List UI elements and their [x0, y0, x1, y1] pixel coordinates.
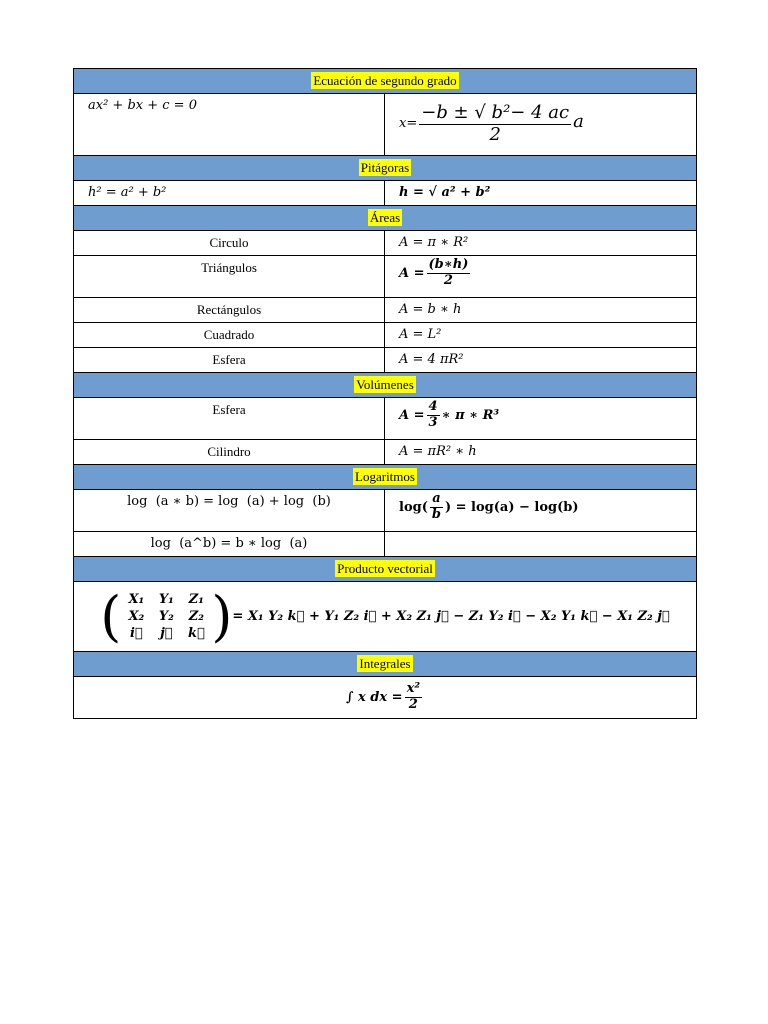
table-row	[74, 398, 697, 440]
section-header-pythagoras	[74, 156, 697, 181]
volume-label: Esfera	[74, 398, 385, 440]
volume-formula: A = $\frac{4}{3}$ ∗ π ∗ R³	[385, 398, 697, 440]
area-label: Esfera	[74, 348, 385, 373]
table-row	[74, 532, 697, 557]
volume-formula: A = πR² ∗ h	[385, 440, 697, 465]
table-row	[74, 440, 697, 465]
formula-table	[73, 68, 697, 719]
section-header-vector	[74, 557, 697, 582]
table-row	[74, 677, 697, 719]
section-title: Producto vectorial	[337, 561, 433, 576]
table-row	[74, 298, 697, 323]
formula-table-container	[73, 68, 696, 719]
integral-formula: ∫ x dx = $\frac{\text{x²}}{2}$	[74, 677, 697, 719]
section-header-integrals	[74, 652, 697, 677]
area-formula: A = π ∗ R²	[385, 231, 697, 256]
section-title: Logaritmos	[355, 469, 415, 484]
section-header-logs	[74, 465, 697, 490]
section-title: Integrales	[359, 656, 411, 671]
volume-label: Cilindro	[74, 440, 385, 465]
right-paren: )	[211, 584, 233, 648]
vector-product	[74, 582, 697, 652]
section-header-quadratic	[74, 69, 697, 94]
pythagoras-left: h² = a² + b²	[74, 181, 385, 206]
vector-result: = X₁ Y₂ k⃗ + Y₁ Z₂ i⃗ + X₂ Z₁ j⃗ − Z₁ Y₂ i⃗ − X₂ Y₁ k⃗ − X₁ Z₂ j⃗	[232, 609, 670, 624]
area-label: Triángulos	[74, 256, 385, 298]
area-label: Cuadrado	[74, 323, 385, 348]
table-row	[74, 323, 697, 348]
log-left: log ⁡ (a^b) = b ∗ log ⁡ (a)	[74, 532, 385, 557]
table-row	[74, 181, 697, 206]
section-header-areas	[74, 206, 697, 231]
area-formula: A = L²	[385, 323, 697, 348]
table-row	[74, 582, 697, 652]
quadratic-equation: ax² + bx + c = 0	[74, 94, 385, 156]
vector-matrix: X₁ Y₁ Z₁ X₂ Y₂ Z₂ i⃗ j⃗ k⃗	[128, 592, 205, 641]
area-formula: A = $\frac{(b∗h)}{2}$	[385, 256, 697, 298]
left-paren: (	[100, 584, 122, 648]
log-right: log( $\frac{a}{b}$ ) = log(a) − log(b)	[385, 490, 697, 532]
log-left: log ⁡ (a ∗ b) = log ⁡ (a) + log ⁡ (b)	[74, 490, 385, 532]
area-label: Circulo	[74, 231, 385, 256]
table-row	[74, 256, 697, 298]
table-row	[74, 231, 697, 256]
section-title: Volúmenes	[356, 377, 414, 392]
section-title: Pitágoras	[360, 160, 410, 175]
section-title: Áreas	[369, 210, 401, 225]
area-label: Rectángulos	[74, 298, 385, 323]
table-row	[74, 348, 697, 373]
pythagoras-right: h = √ a² + b²	[385, 181, 697, 206]
log-right-empty	[385, 532, 697, 557]
area-formula: A = b ∗ h	[385, 298, 697, 323]
area-formula: A = 4 πR²	[385, 348, 697, 373]
section-header-volumes	[74, 373, 697, 398]
section-title: Ecuación de segundo grado	[313, 73, 457, 88]
table-row	[74, 490, 697, 532]
table-row	[74, 94, 697, 156]
quadratic-formula: x= $\frac{\text{−b ± √ b²− 4 ac}}{2}$ a	[385, 94, 697, 156]
